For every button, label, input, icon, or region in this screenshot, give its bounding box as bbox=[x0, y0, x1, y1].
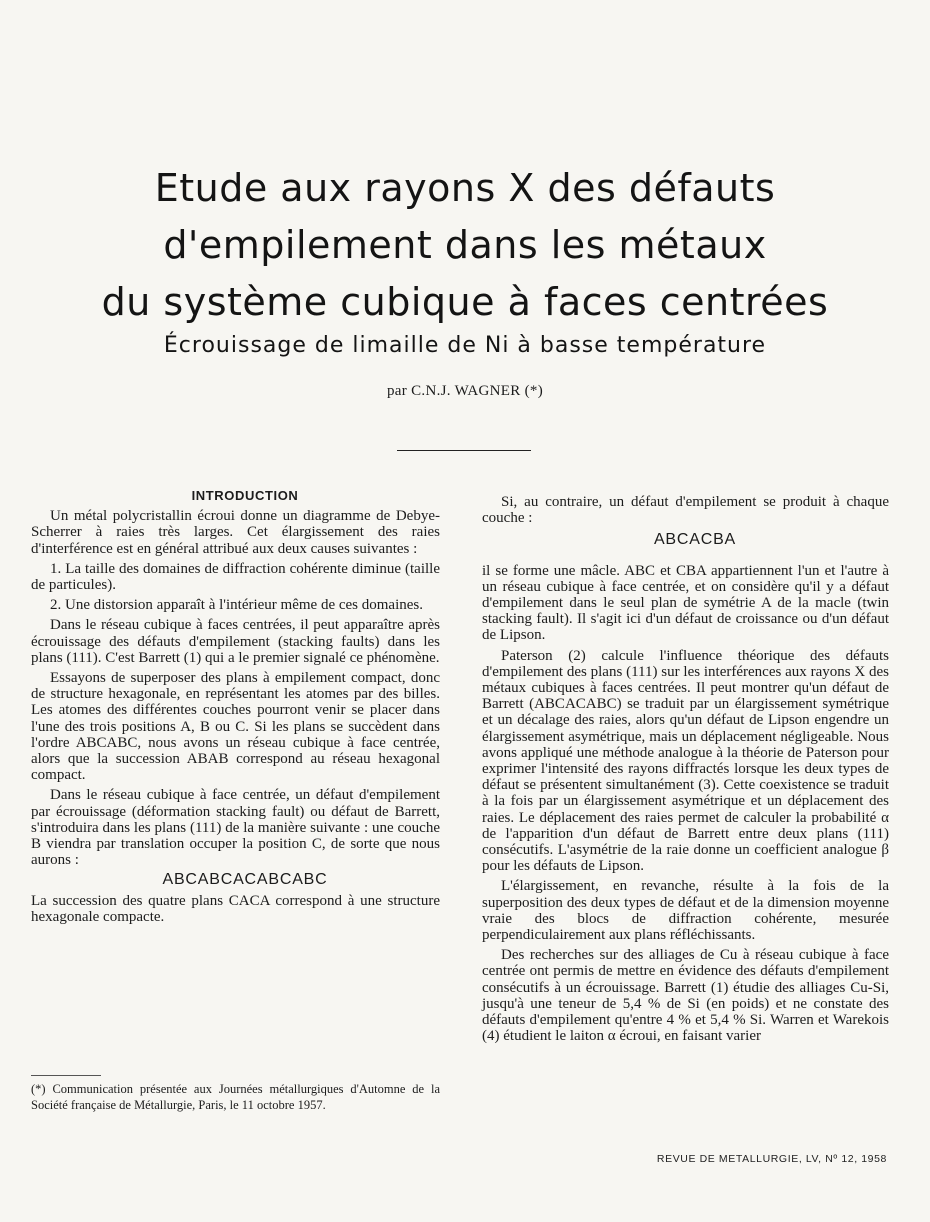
paragraph: L'élargissement, en revanche, résulte à la fois de la superposition des deux types de défaut et de la dimension moyenne vraie des blocs de diffraction cohérente, mesurée perpendiculairement aux plans réfléchissants. bbox=[482, 878, 889, 944]
byline: par C.N.J. WAGNER (*) bbox=[386, 383, 543, 399]
paragraph: Dans le réseau cubique à faces centrées, il peut apparaître après écrouissage des défauts d'empilement (stacking faults) dans les plans (111). C'est Barrett (1) qui a le premier signalé ce phénomène. bbox=[31, 617, 440, 666]
paragraph: Un métal polycristallin écroui donne un diagramme de Debye-Scherrer à raies très larges. Cet élargissement des raies d'interférence est en général attribué aux deux causes suivantes : bbox=[31, 508, 440, 557]
paragraph: Dans le réseau cubique à face centrée, un défaut d'empilement par écrouissage (déformation stacking fault) ou défaut de Barrett, s'introduira dans les plans (111) de la manière suivante : une couche B viendra par translation occuper la position C, de sorte que nous aurons : bbox=[31, 787, 440, 869]
paragraph: 2. Une distorsion apparaît à l'intérieur même de ces domaines. bbox=[50, 597, 424, 614]
paragraph: Si, au contraire, un défaut d'empilement se produit à chaque couche : bbox=[482, 494, 889, 527]
stacking-sequence: ABCACBA bbox=[653, 531, 737, 549]
stacking-sequence: ABCABCACABCABC bbox=[162, 871, 328, 889]
footnote-rule bbox=[31, 1075, 101, 1076]
left-column bbox=[31, 488, 440, 929]
paragraph: Essayons de superposer des plans à empilement compact, donc de structure hexagonale, en représentant les atomes par des billes. Les atomes des différentes couches pourront venir se placer dans l'une des trois positions A, B ou C. Si les plans se succèdent dans l'ordre ABCABC, nous avons un réseau cubique à face centrée, alors que la succession ABAB correspond au réseau hexagonal compact. bbox=[31, 670, 440, 784]
subtitle: Écrouissage de limaille de Ni à basse température bbox=[163, 333, 767, 358]
title-divider bbox=[397, 450, 531, 451]
footnote: (*) Communication présentée aux Journées métallurgiques d'Automne de la Société française de Métallurgie, Paris, le 11 octobre 1957. bbox=[31, 1082, 440, 1112]
title-line-3: du système cubique à faces centrées bbox=[101, 280, 829, 324]
section-heading: INTRODUCTION bbox=[191, 488, 299, 503]
title-line-1: Etude aux rayons X des défauts bbox=[154, 166, 776, 210]
paragraph: Des recherches sur des alliages de Cu à réseau cubique à face centrée ont permis de mettre en évidence des défauts d'empilement consécutifs à un écrouissage. Barrett (1) étudie des alliages Cu-Si, jusqu'à une teneur de 5,4 % de Si (en poids) et ne constate des défauts d'empilement qu'entre 4 % et 5,4 % Si. Warren et Warekois (4) étudient le laiton α écroui, en faisant varier bbox=[482, 947, 889, 1045]
paragraph: Paterson (2) calcule l'influence théorique des défauts d'empilement des plans (111) sur les interférences aux rayons X des métaux cubiques à faces centrées. Il peut montrer qu'un défaut de Barrett (ABCACABC) se traduit par un élargissement symétrique et un décalage des raies, alors qu'un défaut de Lipson engendre un élargissement asymétrique, mais un déplacement négligeable. Nous avons appliqué une méthode analogue à la théorie de Paterson pour exprimer l'intensité des rayons diffractés lorsque les deux types de défaut se présentent simultanément (3). Cette coexistence se traduit à la fois par un élargissement asymétrique et un déplacement des raies. Le déplacement des raies permet de calculer la probabilité α de l'apparition d'un défaut de Barrett entre deux plans (111) consécutifs. L'asymétrie de la raie donne un coefficient analogue β pour les défauts de Lipson. bbox=[482, 647, 889, 875]
title-line-2: d'empilement dans les métaux bbox=[163, 223, 767, 267]
journal-reference: REVUE DE METALLURGIE, LV, Nº 12, 1958 bbox=[656, 1153, 887, 1165]
paragraph: 1. La taille des domaines de diffraction cohérente diminue (taille de particules). bbox=[31, 560, 440, 594]
paragraph: La succession des quatre plans CACA correspond à une structure hexagonale compacte. bbox=[31, 892, 440, 925]
article-title bbox=[0, 160, 930, 400]
right-column bbox=[482, 494, 889, 1049]
paragraph: il se forme une mâcle. ABC et CBA appartiennent l'un et l'autre à un réseau cubique à face centrée, et on considère qu'il y a défaut d'empilement dans le seul plan de symétrie A de la macle (twin stacking fault). Il s'agit ici d'un défaut de croissance ou d'un défaut de Lipson. bbox=[482, 562, 889, 644]
